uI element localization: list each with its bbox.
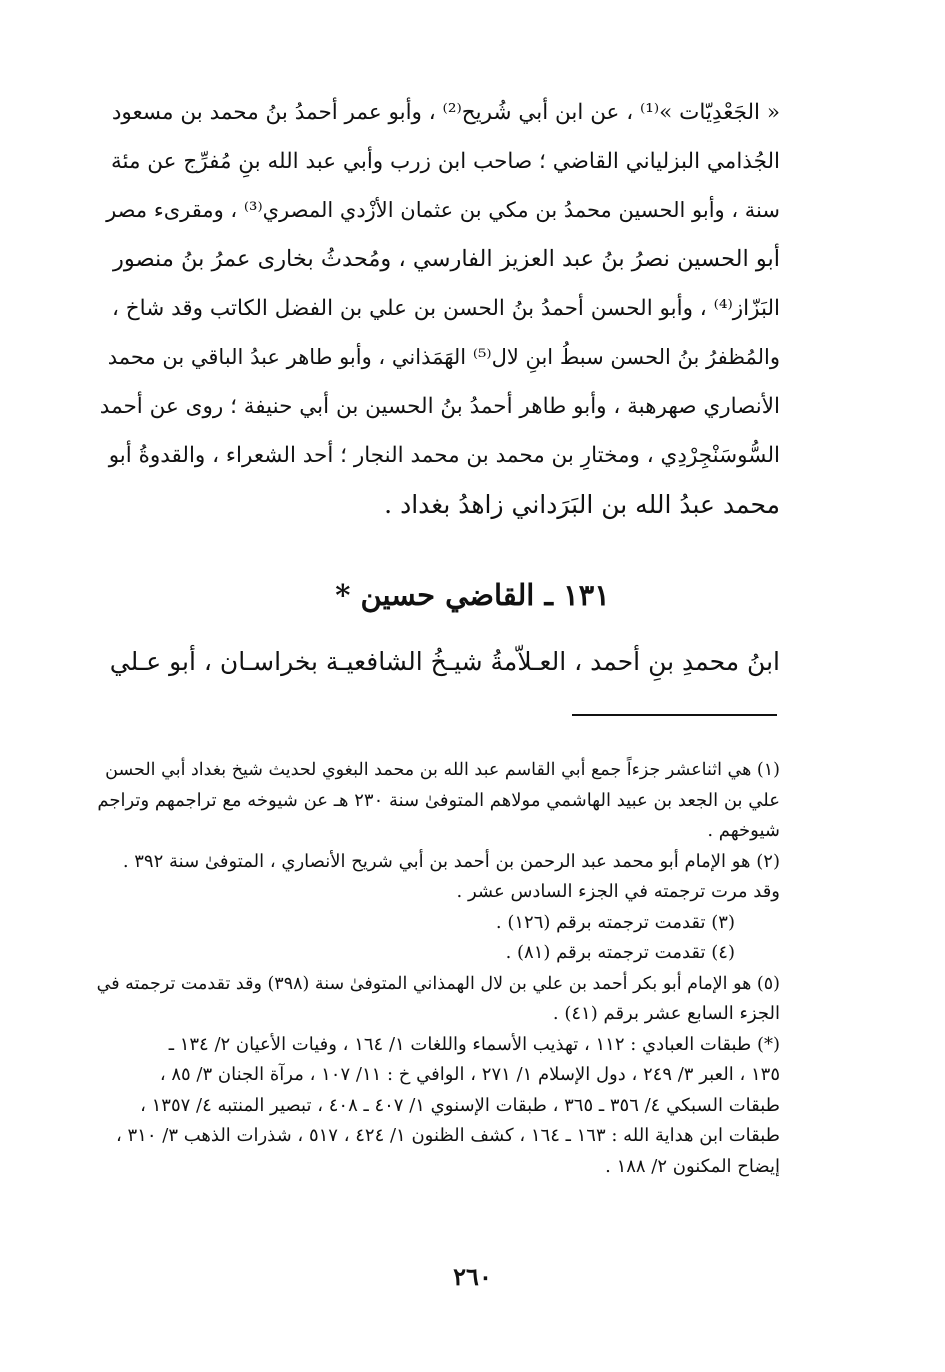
- main-text-line: والمُظفرُ بنُ الحسن سبطُ ابنِ لال⁽⁵⁾ الهَمَذاني ، وأبو طاهر عبدُ الباقي بن محمد: [107, 345, 780, 369]
- footnote-line: (٣) تقدمت ترجمته برقم (١٢٦) .: [495, 911, 735, 933]
- footnote-line: وقد مرت ترجمته في الجزء السادس عشر .: [456, 881, 780, 902]
- footnote-line: طبقات ابن هداية الله : ١٦٣ ـ ١٦٤ ، كشف الظنون ١/ ٤٢٤ ، ٥١٧ ، شذرات الذهب ٣/ ٣١٠ ،: [115, 1125, 780, 1146]
- main-text-line: البَزّاز⁽⁴⁾ ، وأبو الحسن أحمدُ بنُ الحسن بن علي بن الفضل الكاتب وقد شاخ ،: [112, 296, 780, 321]
- footnote-line: شيوخهم .: [707, 820, 780, 841]
- footnote-line: طبقات السبكي ٤/ ٣٥٦ ـ ٣٦٥ ، طبقات الإسنوي ١/ ٤٠٧ ـ ٤٠٨ ، تبصير المنتبه ٤/ ١٣٥٧ ،: [140, 1094, 780, 1116]
- footnote-line: علي بن الجعد بن عبيد الهاشمي مولاهم المتوفىٰ سنة ٢٣٠ هـ عن شيوخه مع تراجمهم وتراجم: [97, 789, 780, 811]
- footnotes-block: [90, 755, 780, 1182]
- main-text-block: [100, 88, 780, 529]
- footnote-line: الجزء السابع عشر برقم (٤١) .: [552, 1003, 780, 1024]
- footnote-line: (٢) هو الإمام أبو محمد عبد الرحمن بن أحمد بن أبي شريح الأنصاري ، المتوفىٰ سنة ٣٩٢ .: [122, 850, 780, 872]
- footnote-line: (١) هي اثناعشر جزءاً جمع أبي القاسم عبد الله بن محمد البغوي لحديث شيخ بغداد أبي الحسن: [105, 760, 780, 780]
- main-text-line: أبو الحسين نصرُ بنُ عبد العزيز الفارسي ، ومُحدثُ بخارى عمرُ بنُ منصور: [113, 246, 780, 272]
- main-text-line: السُّوسَنْجِرْدِي ، ومختارِ بن محمد بن محمد النجار ؛ أحد الشعراء ، والقدوةُ أبو: [108, 443, 780, 468]
- main-text-line: سنة ، وأبو الحسين محمدُ بن مكي بن عثمان الأزْدي المصري⁽³⁾ ، ومقرىء مصر: [106, 198, 780, 222]
- main-text-line: الجُذامي البزلياني القاضي ؛ صاحب ابن زرب وأبي عبد الله بنِ مُفرِّج عن مئة: [110, 149, 780, 174]
- footnote-line: إيضاح المكنون ٢/ ١٨٨ .: [605, 1155, 780, 1177]
- main-text-line: « الجَعْدِيّات »⁽¹⁾ ، عن ابن أبي شُريح⁽²⁾ ، وأبو عمر أحمدُ بنُ محمد بن مسعود: [111, 100, 780, 125]
- footnote-line: ١٣٥ ، العبر ٣/ ٢٤٩ ، دول الإسلام ١/ ٢٧١ ، الوافي خ : ١١/ ١٠٧ ، مرآة الجنان ٣/ ٨٥ ،: [159, 1064, 780, 1085]
- main-text-line: محمد عبدُ الله بن البَرَداني زاهدُ بغداد .: [384, 490, 780, 519]
- entry-heading: ١٣١ ـ القاضي حسين *: [335, 578, 610, 612]
- footnote-separator: [572, 714, 777, 716]
- page-number: ٢٦٠: [453, 1262, 492, 1291]
- footnote-line: (٤) تقدمت ترجمته برقم (٨١) .: [505, 942, 735, 963]
- main-text-line: الأنصاري صهرهبة ، وأبو طاهر أحمدُ بنُ الحسين بن أبي حنيفة ؛ روى عن أحمد: [100, 394, 780, 419]
- footnote-line: (*) طبقات العبادي : ١١٢ ، تهذيب الأسماء واللغات ١/ ١٦٤ ، وفيات الأعيان ٢/ ١٣٤ ـ: [168, 1033, 780, 1055]
- entry-intro-line: ابنُ محمدِ بنِ أحمد ، العـلاّمةُ شيـخُ الشافعيـة بخراسـان ، أبو عـلي: [109, 647, 780, 676]
- footnote-line: (٥) هو الإمام أبو بكر أحمد بن علي بن لال الهمذاني المتوفىٰ سنة (٣٩٨) وقد تقدمت ترجمته في: [96, 973, 780, 994]
